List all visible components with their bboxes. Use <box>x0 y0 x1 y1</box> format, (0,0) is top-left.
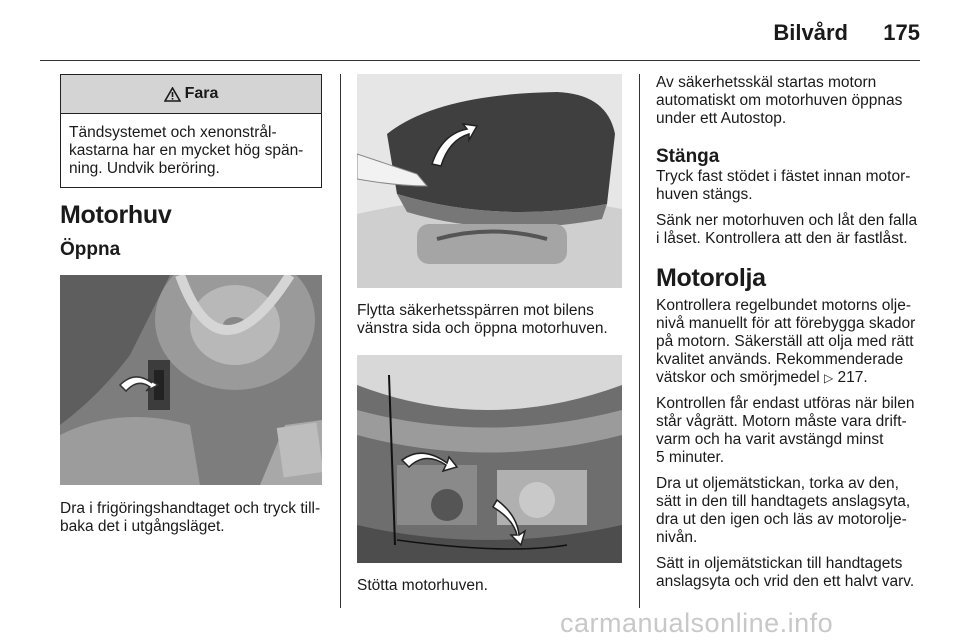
release-handle-illustration <box>60 275 322 485</box>
warning-title: Fara <box>184 85 219 102</box>
header-divider <box>40 60 920 61</box>
close-paragraph-2: Sänk ner motorhuven och låt den falla i låset. Kontrollera att den är fastlåst. <box>656 212 918 247</box>
warning-line: Tändsystemet och xenonstrål- <box>69 124 277 141</box>
heading-motorolja: Motorolja <box>656 264 766 292</box>
hood-latch-photo <box>357 74 622 288</box>
hood-support-photo <box>357 355 622 563</box>
heading-stanga: Stänga <box>656 146 720 167</box>
column-3 <box>656 74 921 591</box>
oil-paragraph-2: Kontrollen får endast utföras när bilen står vågrätt. Motorn måste vara drift- varm och ha varit avstängd minst 5 minuter. <box>656 395 915 466</box>
caption-support-hood: Stötta motorhuven. <box>357 577 488 594</box>
hood-latch-illustration <box>357 74 622 288</box>
warning-box <box>60 74 322 188</box>
warning-header <box>61 75 321 114</box>
oil-paragraph-4: Sätt in oljemätstickan till handtagets anslagsyta och vrid den ett halvt varv. <box>656 555 915 590</box>
oil-paragraph-1: Kontrollera regelbundet motorns olje- nivå manuellt för att förebygga skador på motorn. Säkerställ att olja med rätt kvalitet används. Rekommenderade vätskor och smörjmedel ▷ 217. <box>656 297 916 386</box>
warning-line: ning. Undvik beröring. <box>69 160 220 177</box>
page-reference-icon: ▷ <box>823 371 834 385</box>
hood-support-illustration <box>357 355 622 563</box>
column-divider-2 <box>639 74 640 608</box>
heading-oppna: Öppna <box>60 239 121 260</box>
heading-motorhuv: Motorhuv <box>60 201 172 229</box>
page-reference-link[interactable]: 217. <box>837 369 868 386</box>
close-paragraph-1: Tryck fast stödet i fästet innan motor- huven stängs. <box>656 168 911 203</box>
column-2 <box>357 74 622 595</box>
caption-release: Dra i frigöringshandtaget och tryck till- baka det i utgångsläget. <box>60 500 321 535</box>
section-title: Bilvård <box>773 20 848 45</box>
caption-safety-latch: Flytta säkerhetsspärren mot bilens vänstra sida och öppna motorhuven. <box>357 302 608 337</box>
warning-text <box>61 114 321 187</box>
autostop-paragraph: Av säkerhetsskäl startas motorn automatiskt om motorhuven öppnas under ett Autostop. <box>656 74 903 127</box>
warning-line: kastarna har en mycket hög spän- <box>69 142 304 159</box>
column-divider-1 <box>340 74 341 608</box>
column-1 <box>60 74 322 536</box>
oil-paragraph-3: Dra ut oljemätstickan, torka av den, sätt in den till handtagets anslagsyta, dra ut den igen och läs av motorolje- nivån. <box>656 475 911 546</box>
release-handle-photo <box>60 275 322 485</box>
page-header <box>0 0 960 60</box>
page-number: 175 <box>883 20 920 45</box>
watermark: carmanualsonline.info <box>560 608 834 638</box>
warning-triangle-icon <box>164 87 181 102</box>
